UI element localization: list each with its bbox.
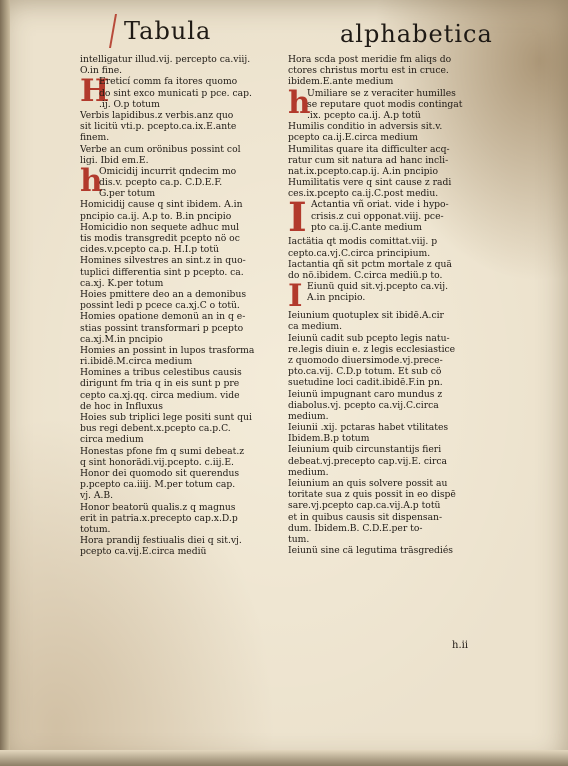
index-entry [288,259,484,281]
entry-line: ri.ibidē.M.circa medium [80,356,193,368]
entry-line: Actantia vñ oriat. vide i hypo- [311,199,449,211]
index-entry [288,54,484,88]
entry-line: dirigunt fm tria q in eis sunt p pre [80,378,240,390]
entry-line: ca.xj. K.per totum [80,277,164,289]
entry-line: ligi. Ibid em.E. [80,154,149,166]
entry-line: vj. A.B. [80,490,114,502]
index-entry [80,255,278,289]
entry-line: Humilitatis vere q sint cause z radi [288,177,452,189]
index-entry [288,236,484,258]
index-entry [80,468,278,502]
entry-line: possint ledi p pcece ca.xj.C o totü. [80,300,240,312]
entry-line: Homicidio non sequete adhuc mul [80,221,240,233]
index-entry [288,545,484,556]
entry-line: Ieiunium quib circunstantijs fieri [288,444,442,456]
entry-line: crisis.z cui opponat.viij. pce- [311,210,444,222]
entry-line: Homies an possint in lupos trasforma [80,344,255,356]
entry-line: pncipio ca.ij. A.p to. B.in pncipio [80,210,232,222]
entry-line: Hora prandij festiualis diei q sit.vj. [80,535,242,547]
entry-line: se reputare quot modis contingat [307,98,463,110]
entry-line: de hoc in Influxus [80,400,163,412]
entry-line: Homines a tribus celestibus causis [80,367,242,379]
entry-line: finem. [80,132,110,144]
rubricated-initial: H [80,73,110,110]
entry-line: Ieiunü cadit sub pcepto legis natu- [288,332,450,344]
signature-mark: h.ii [452,640,469,651]
entry-line: pcepto ca.vij.E.circa mediü [80,546,207,558]
entry-line: Ibidem.B.p totum [288,433,370,445]
entry-line: Ieiunü impugnant caro mundus z [288,388,443,400]
entry-line: ibidem.E.ante medium [288,76,394,88]
entry-line: toritate sua z quis possit in eo dispē [288,489,456,501]
entry-line: ces.ix.pcepto ca.ij.C.post mediu. [288,188,439,200]
entry-line: Humilis conditio in adversis sit.v. [288,121,443,133]
index-entry [288,177,484,199]
entry-line: totum. [80,523,111,535]
entry-line: Honestas pfone fm q sumi debeat.z [80,445,245,457]
entry-line: A.in pncipio. [307,292,366,304]
entry-line: Ieiunü sine cä legutima trāsgrediés [288,545,454,557]
entry-line: do sint exco municati p pce. cap. [99,87,252,99]
index-entry [80,162,278,200]
entry-line: ratur cum sit natura ad hanc incli- [288,154,449,166]
entry-line: Iactantia qñ sit pctm mortale z quä [288,258,452,270]
index-entry [288,389,484,423]
entry-line: intelligatur illud.vij. percepto ca.viij. [80,54,251,65]
index-entry [288,84,484,122]
running-header [0,14,568,50]
index-entry [80,535,278,557]
entry-line: pto.ca.vij. C.D.p totum. Et sub cö [288,366,442,378]
index-entry [80,222,278,256]
entry-line: sare.vj.pcepto cap.ca.vij.A.p totü [288,500,441,512]
index-entry [80,367,278,412]
entry-line: circa medium [80,434,144,446]
entry-line: Honor dei quomodo sit querendus [80,467,240,479]
entry-line: bus regi debent.x.pcepto ca.p.C. [80,423,231,435]
entry-line: Ieiunii .xij. pctaras habet vtilitates [288,422,449,434]
index-entry [288,422,484,444]
index-entry [80,144,278,166]
entry-line: nat.ix.pcepto.cap.ij. A.in pncipio [288,165,438,177]
entry-line: Umiliare se z veraciter humilles [307,87,456,99]
entry-line: Ieiunium quotuplex sit ibidē.A.cir [288,310,444,322]
entry-line: .ix. pcepto ca.ij. A.p totü [307,109,421,121]
entry-line: tis modis transgredit pcepto nö oc [80,233,240,244]
left-column [80,54,278,557]
index-entry [288,278,484,315]
index-entry [80,54,278,76]
entry-line: z quomodo diuersimode.vj.prece- [288,354,443,366]
entry-line: debeat.vj.precepto cap.vij.E. circa [288,455,447,467]
entry-line: ctores christus mortu est in cruce. [288,65,449,77]
rubricated-initial: I [288,278,303,315]
right-column [288,54,484,556]
index-entry [80,289,278,311]
index-entry [288,478,484,545]
rubricated-initial: I [288,194,307,242]
entry-line: et in quibus causis sit dispensan- [288,511,443,523]
header-title-right: alphabetica [340,20,493,48]
entry-line: erit in patria.x.precepto cap.x.D.p [80,512,238,524]
entry-line: Homies opatione demonü an in q e- [80,311,246,323]
entry-line: Verbis lapidibus.z verbis.anz quo [80,109,234,121]
entry-line: Verbe an cum orönibus possint col [80,143,241,155]
entry-line: Ereticí comm fa itores quomo [99,76,238,88]
entry-line: Homicidij cause q sint ibidem. A.in [80,199,243,211]
index-entry [80,446,278,468]
index-entry [288,144,484,178]
entry-line: Honor beatorü qualis.z q magnus [80,501,236,513]
header-title-left: Tabula [124,17,212,45]
entry-line: Ieiunium an quis solvere possit au [288,478,448,489]
entry-line: ca medium. [288,321,343,333]
index-entry [288,310,484,332]
rubricated-initial: h [80,162,103,199]
entry-line: Hora scda post meridie fm aliqs do [288,54,452,65]
entry-line: ca.xj.M.in pncipio [80,333,163,345]
entry-line: p.pcepto ca.iiij. M.per totum cap. [80,479,236,491]
entry-line: G.per totum [99,188,156,200]
index-entry [80,73,278,110]
entry-line: medium. [288,410,329,422]
index-entry [80,110,278,144]
index-entry [288,333,484,389]
entry-line: cepto.ca.vj.C.circa principium. [288,247,431,259]
entry-line: tum. [288,533,310,545]
entry-line: suetudine loci cadit.ibidē.F.in pn. [288,377,443,389]
entry-line: cides.v.pcepto ca.p. H.I.p totü [80,244,219,256]
index-entry [80,502,278,536]
entry-line: Homines silvestres an sint.z in quo- [80,255,246,267]
entry-line: tuplici differentia sint p pcepto. ca. [80,266,244,278]
entry-line: sit licitü vti.p. pcepto.ca.ix.E.ante [80,121,237,133]
entry-line: Eiunü quid sit.vj.pcepto ca.vij. [307,281,449,293]
entry-line: Hoies sub triplici lege positi sunt qui [80,412,252,423]
index-entry [80,412,278,446]
entry-line: re.legis diuin e. z legis ecclesiastice [288,343,456,355]
entry-line: .ij. O.p totum [99,98,160,110]
entry-line: medium. [288,466,329,478]
index-entry [288,444,484,478]
entry-line: stias possint transformari p pcepto [80,322,244,334]
entry-line: Humilitas quare ita difficulter acq- [288,143,450,155]
entry-line: dis.v. pcepto ca.p. C.D.E.F. [99,177,223,189]
index-entry [80,345,278,367]
entry-line: pcepto ca.ij.E.circa medium [288,132,418,144]
index-entry [80,311,278,345]
page-bottom-edge [0,750,568,766]
entry-line: Hoies pmittere deo an a demonibus [80,288,247,300]
entry-line: Iactätia qt modis comittat.viij. p [288,236,438,248]
entry-line: Omicidij incurrit qndecim mo [99,165,237,177]
entry-line: diabolus.vj. pcepto ca.vij.C.circa [288,399,439,411]
index-entry [288,121,484,143]
page-left-edge [0,0,10,766]
entry-line: cepto ca.xj.qq. circa medium. vide [80,389,240,401]
entry-line: pto ca.ij.C.ante medium [311,221,422,233]
entry-line: do nö.ibidem. C.circa mediü.p to. [288,270,443,281]
entry-line: q sint honorädi.vij.pcepto. c.iij.E. [80,456,234,468]
index-entry [80,199,278,221]
entry-line: dum. Ibidem.B. C.D.E.per to- [288,522,423,534]
entry-line: O.in fine. [80,65,123,77]
rubricated-initial: h [288,84,311,121]
